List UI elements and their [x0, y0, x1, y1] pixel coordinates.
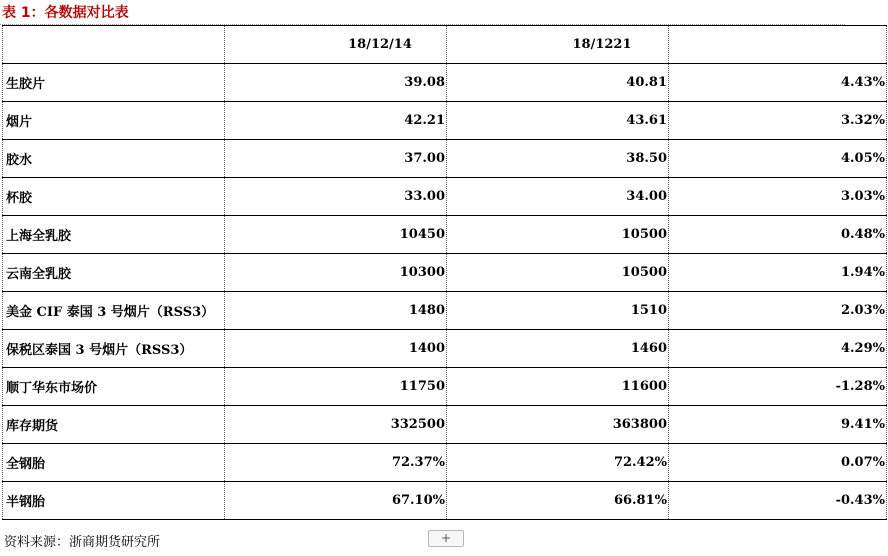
row-label: 上海全乳胶 [3, 216, 225, 254]
value-cell: 67.10% [225, 482, 447, 520]
value-cell: 10500 [447, 254, 669, 292]
value-cell: 10450 [225, 216, 447, 254]
value-cell: 33.00 [225, 178, 447, 216]
value-cell: 42.21 [225, 102, 447, 140]
value-cell: 3.32% [669, 102, 887, 140]
row-label: 云南全乳胶 [3, 254, 225, 292]
header-cell: 18/1221 [447, 26, 669, 64]
value-cell: 4.29% [669, 330, 887, 368]
table-row [3, 140, 887, 178]
header-cell [669, 26, 887, 64]
value-cell: 1.94% [669, 254, 887, 292]
table-row [3, 482, 887, 520]
value-cell: 363800 [447, 406, 669, 444]
value-cell: 72.37% [225, 444, 447, 482]
table-row [3, 254, 887, 292]
row-label: 杯胶 [3, 178, 225, 216]
row-label: 保税区泰国 3 号烟片（RSS3） [3, 330, 225, 368]
header-row [3, 26, 887, 64]
value-cell: 11600 [447, 368, 669, 406]
table-row [3, 330, 887, 368]
value-cell: 1510 [447, 292, 669, 330]
table-row [3, 444, 887, 482]
table-row [3, 406, 887, 444]
value-cell: 1460 [447, 330, 669, 368]
value-cell: 10300 [225, 254, 447, 292]
value-cell: 66.81% [447, 482, 669, 520]
value-cell: 34.00 [447, 178, 669, 216]
value-cell: 43.61 [447, 102, 669, 140]
value-cell: 4.05% [669, 140, 887, 178]
value-cell: 10500 [447, 216, 669, 254]
value-cell: 72.42% [447, 444, 669, 482]
value-cell: 38.50 [447, 140, 669, 178]
header-cell [3, 26, 225, 64]
source-note: 资料来源：浙商期货研究所 [4, 535, 161, 550]
row-label: 库存期货 [3, 406, 225, 444]
value-cell: 9.41% [669, 406, 887, 444]
comparison-table [2, 25, 887, 520]
table-row [3, 368, 887, 406]
value-cell: -0.43% [669, 482, 887, 520]
table-row [3, 216, 887, 254]
value-cell: 40.81 [447, 64, 669, 102]
value-cell: 2.03% [669, 292, 887, 330]
value-cell: 0.07% [669, 444, 887, 482]
value-cell: -1.28% [669, 368, 887, 406]
table-row [3, 292, 887, 330]
table-row [3, 64, 887, 102]
value-cell: 332500 [225, 406, 447, 444]
row-label: 半钢胎 [3, 482, 225, 520]
value-cell: 1480 [225, 292, 447, 330]
table-title: 表 1：各数据对比表 [2, 5, 129, 21]
row-label: 胶水 [3, 140, 225, 178]
header-cell: 18/12/14 [225, 26, 447, 64]
value-cell: 11750 [225, 368, 447, 406]
value-cell: 39.08 [225, 64, 447, 102]
row-label: 生胶片 [3, 64, 225, 102]
value-cell: 3.03% [669, 178, 887, 216]
row-label: 美金 CIF 泰国 3 号烟片（RSS3） [3, 292, 225, 330]
row-label: 全钢胎 [3, 444, 225, 482]
row-label: 烟片 [3, 102, 225, 140]
table-row [3, 102, 887, 140]
table-row [3, 178, 887, 216]
value-cell: 1400 [225, 330, 447, 368]
value-cell: 0.48% [669, 216, 887, 254]
row-label: 顺丁华东市场价 [3, 368, 225, 406]
value-cell: 4.43% [669, 64, 887, 102]
add-row-button[interactable]: + [428, 530, 464, 547]
value-cell: 37.00 [225, 140, 447, 178]
